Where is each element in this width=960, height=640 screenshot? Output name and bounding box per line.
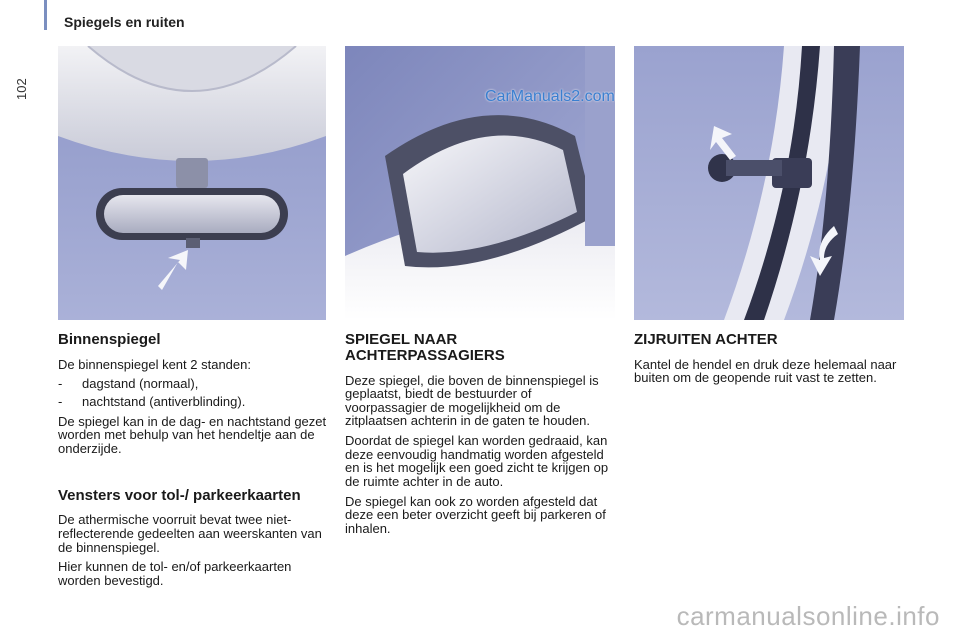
site-watermark: carmanualsonline.info [676, 601, 940, 631]
list-item [58, 395, 328, 409]
list-item-text: nachtstand (antiverblinding). [82, 394, 246, 410]
margin-bar [44, 0, 47, 30]
list-item-text: dagstand (normaal), [82, 376, 199, 392]
paragraph-1: Kantel de hendel en druk deze helemaal naar buiten om de geopende ruit vast te zetten. [634, 356, 897, 386]
paragraph-body: De spiegel kan in de dag- en nachtstand gezet worden met behulp van het hendeltje aan de onderzijde. [58, 413, 327, 456]
carmanuals-watermark: CarManuals2.com [485, 88, 615, 105]
paragraph-athermic: De athermische voorruit bevat twee niet-reflecterende gedeelten aan weerskanten van de binnenspiegel. [58, 512, 322, 555]
heading-toll-cards: Vensters voor tol-/ parkeerkaarten [58, 486, 301, 504]
heading-binnenspiegel: Binnenspiegel [58, 331, 161, 348]
rear-window-latch-photo [634, 46, 904, 320]
page-number: 102 [14, 78, 29, 100]
list-dash: - [58, 394, 63, 410]
paragraph-cards: Hier kunnen de tol- en/of parkeerkaarten worden bevestigd. [58, 559, 292, 588]
heading-rear-windows: ZIJRUITEN ACHTER [634, 331, 778, 348]
list-item [58, 377, 328, 391]
paragraph-3: De spiegel kan ook zo worden afgesteld dat deze een beter overzicht geeft bij parkeren of inhalen. [345, 493, 606, 536]
positions-list [58, 377, 328, 408]
section-title: Spiegels en ruiten [64, 14, 185, 30]
column-passenger-mirror [345, 332, 615, 542]
paragraph-2: Doordat de spiegel kan worden gedraaid, kan deze eenvoudig handmatig worden afgesteld en is het mogelijk een goed zicht te krijgen op de ruimte achter in de auto. [345, 433, 609, 489]
interior-mirror-photo [58, 46, 326, 320]
paragraph-intro: De binnenspiegel kent 2 standen: [58, 356, 251, 372]
list-dash: - [58, 376, 63, 392]
heading-passenger-mirror: SPIEGEL NAAR ACHTERPASSAGIERS [345, 331, 505, 364]
column-rear-windows [634, 332, 914, 391]
paragraph-1: Deze spiegel, die boven de binnenspiegel is geplaatst, biedt de bestuurder of voorpassagier de mogelijkheid om de zitplaatsen achterin in de gaten te houden. [345, 372, 599, 429]
column-interior-mirror [58, 332, 328, 594]
